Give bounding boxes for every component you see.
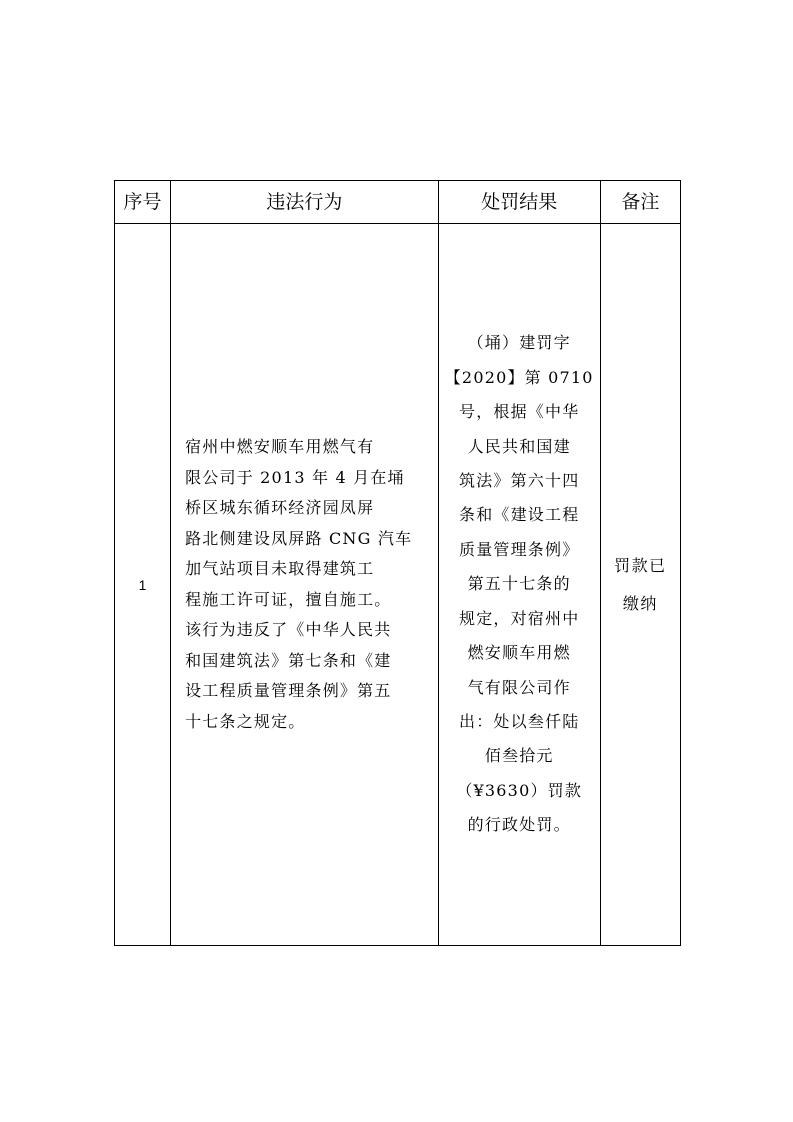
violation-line: 十七条之规定。 — [185, 711, 306, 731]
violation-line: 该行为违反了《中华人民共 — [185, 620, 392, 639]
result-line: 燃安顺车用燃 — [467, 643, 571, 663]
row-note-cell — [600, 224, 680, 946]
violation-line: 和国建筑法》第七条和《建 — [185, 650, 392, 670]
result-line: 气有限公司作 — [467, 677, 571, 697]
violation-line: 程施工许可证，擅自施工。 — [185, 589, 392, 609]
table-header-row — [115, 181, 681, 224]
violation-line: 设工程质量管理条例》第五 — [185, 681, 392, 700]
result-line: 出：处以叁仟陆 — [459, 711, 580, 731]
table-row — [115, 224, 681, 946]
row-result-cell — [438, 224, 600, 946]
violation-line: 宿州中燃安顺车用燃气有 — [185, 437, 375, 456]
violation-line: 路北侧建设凤屏路 CNG 汽车 — [185, 528, 413, 548]
result-line: 号，根据《中华 — [459, 402, 580, 422]
result-line: 佰叁拾元 — [484, 746, 554, 766]
result-line: （埇）建罚字 — [467, 333, 571, 353]
header-note: 备注 — [600, 181, 680, 224]
result-text — [439, 326, 600, 842]
result-line: 第五十七条的 — [467, 574, 571, 594]
note-text — [601, 547, 680, 623]
result-line: 质量管理条例》 — [459, 539, 580, 559]
header-result: 处罚结果 — [438, 181, 600, 224]
result-line: 人民共和国建 — [467, 436, 571, 456]
result-line: （¥3630）罚款 — [456, 780, 583, 800]
row-violation-cell — [171, 224, 438, 946]
violation-line: 加气站项目未取得建筑工 — [185, 559, 375, 578]
violation-text — [171, 432, 437, 737]
note-line: 罚款已 — [614, 555, 667, 575]
penalty-table — [114, 180, 681, 946]
row-seq-cell: 1 — [115, 224, 171, 946]
violation-line: 限公司于 2013 年 4 月在埇 — [185, 467, 405, 487]
violation-line: 桥区城东循环经济园凤屏 — [185, 498, 375, 517]
result-line: 【2020】第 0710 — [444, 367, 594, 387]
header-seq: 序号 — [115, 181, 171, 224]
header-violation: 违法行为 — [171, 181, 438, 224]
result-line: 筑法》第六十四 — [459, 471, 580, 491]
result-line: 规定，对宿州中 — [459, 608, 580, 628]
note-line: 缴纳 — [622, 593, 658, 613]
result-line: 的行政处罚。 — [467, 815, 571, 835]
result-line: 条和《建设工程 — [459, 505, 580, 525]
